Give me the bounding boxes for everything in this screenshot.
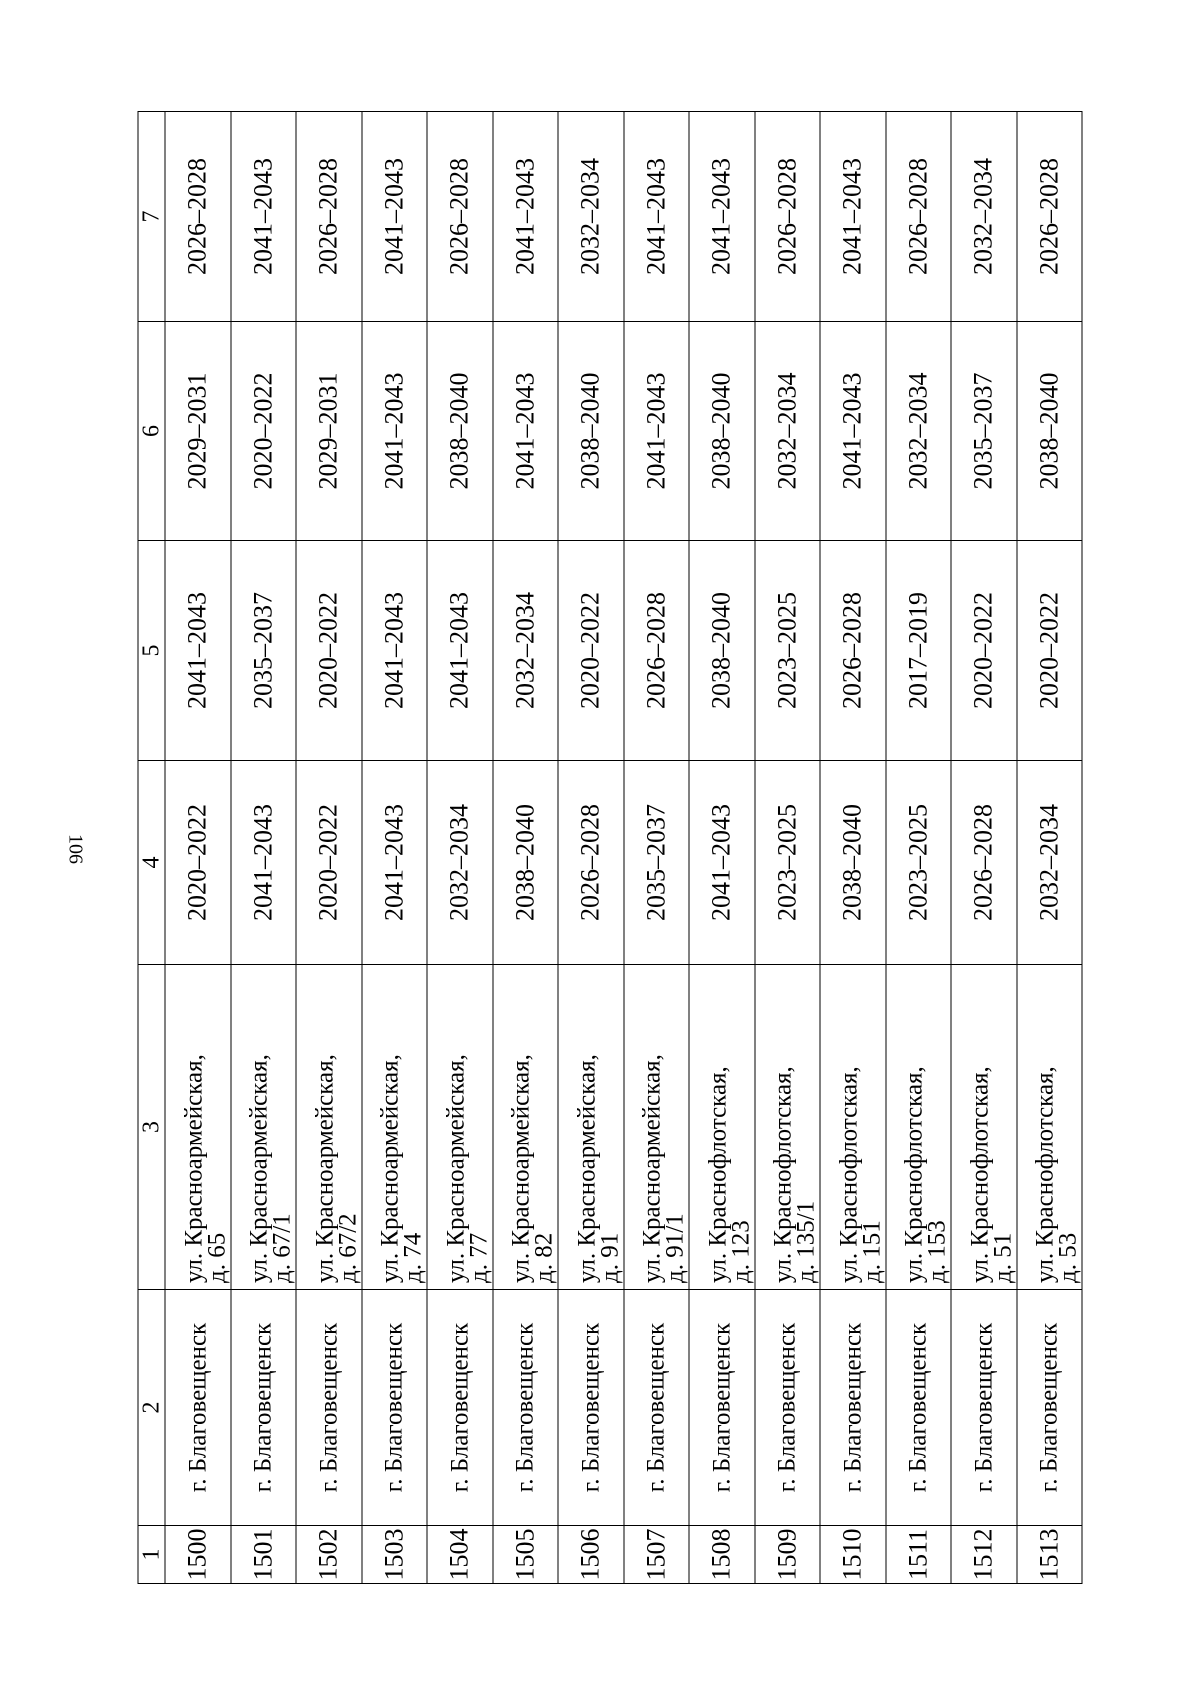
period-col-5: 2020–2022 xyxy=(296,541,362,761)
period-col-6: 2032–2034 xyxy=(886,322,952,541)
header-col-4: 4 xyxy=(138,761,165,965)
period-col-4: 2020–2022 xyxy=(165,761,231,965)
table-row xyxy=(1017,112,1083,1584)
row-number: 1505 xyxy=(493,1526,559,1584)
period-col-7: 2041–2043 xyxy=(624,112,690,322)
header-col-5: 5 xyxy=(138,541,165,761)
table-row xyxy=(689,112,755,1584)
header-col-1: 1 xyxy=(138,1526,165,1584)
row-number: 1509 xyxy=(755,1526,821,1584)
city-cell: г. Благовещенск xyxy=(558,1290,624,1526)
address-house: д. 51 xyxy=(989,1232,1016,1283)
period-col-5: 2020–2022 xyxy=(951,541,1017,761)
period-col-6: 2041–2043 xyxy=(493,322,559,541)
row-number: 1503 xyxy=(362,1526,428,1584)
period-col-6: 2029–2031 xyxy=(165,322,231,541)
period-col-7: 2026–2028 xyxy=(165,112,231,322)
period-col-7: 2026–2028 xyxy=(1017,112,1083,322)
city-cell: г. Благовещенск xyxy=(231,1290,297,1526)
period-col-6: 2041–2043 xyxy=(624,322,690,541)
period-col-4: 2035–2037 xyxy=(624,761,690,965)
address-cell xyxy=(886,965,952,1290)
period-col-4: 2026–2028 xyxy=(951,761,1017,965)
period-col-5: 2041–2043 xyxy=(427,541,493,761)
period-col-4: 2026–2028 xyxy=(558,761,624,965)
address-cell xyxy=(493,965,559,1290)
table-row xyxy=(493,112,559,1584)
address-street: ул. Красноармейская, xyxy=(638,1054,666,1283)
city-cell: г. Благовещенск xyxy=(951,1290,1017,1526)
period-col-7: 2041–2043 xyxy=(231,112,297,322)
city-cell: г. Благовещенск xyxy=(820,1290,886,1526)
address-house: д. 67/2 xyxy=(334,1213,361,1283)
table-row xyxy=(820,112,886,1584)
period-col-4: 2023–2025 xyxy=(755,761,821,965)
address-cell xyxy=(427,965,493,1290)
period-col-6: 2020–2022 xyxy=(231,322,297,541)
row-number: 1501 xyxy=(231,1526,297,1584)
period-col-4: 2041–2043 xyxy=(689,761,755,965)
schedule-table xyxy=(138,111,1083,1584)
address-cell xyxy=(362,965,428,1290)
period-col-6: 2032–2034 xyxy=(755,322,821,541)
city-cell: г. Благовещенск xyxy=(689,1290,755,1526)
table-row xyxy=(755,112,821,1584)
period-col-5: 2032–2034 xyxy=(493,541,559,761)
address-house: д. 153 xyxy=(923,1220,951,1283)
period-col-5: 2023–2025 xyxy=(755,541,821,761)
period-col-4: 2041–2043 xyxy=(362,761,428,965)
city-cell: г. Благовещенск xyxy=(427,1290,493,1526)
address-house: д. 91 xyxy=(596,1232,623,1283)
period-col-6: 2041–2043 xyxy=(362,322,428,541)
row-number: 1502 xyxy=(296,1526,362,1584)
address-house: д. 67/1 xyxy=(268,1213,296,1283)
address-cell xyxy=(624,965,690,1290)
header-col-2: 2 xyxy=(138,1290,165,1526)
table-row xyxy=(296,112,362,1584)
address-house: д. 77 xyxy=(465,1232,492,1283)
city-cell: г. Благовещенск xyxy=(755,1290,821,1526)
rotated-table-container xyxy=(138,112,1083,1584)
address-street: ул. Красноармейская, xyxy=(180,1054,207,1283)
address-cell xyxy=(951,965,1017,1290)
row-number: 1510 xyxy=(820,1526,886,1584)
address-street: ул. Красноармейская, xyxy=(573,1054,600,1283)
period-col-6: 2038–2040 xyxy=(558,322,624,541)
period-col-7: 2026–2028 xyxy=(296,112,362,322)
address-street: ул. Красноармейская, xyxy=(442,1054,469,1283)
period-col-7: 2026–2028 xyxy=(427,112,493,322)
row-number: 1512 xyxy=(951,1526,1017,1584)
period-col-5: 2041–2043 xyxy=(362,541,428,761)
period-col-5: 2026–2028 xyxy=(624,541,690,761)
address-street: ул. Краснофлотская, xyxy=(966,1066,993,1283)
period-col-5: 2020–2022 xyxy=(558,541,624,761)
header-col-7: 7 xyxy=(138,112,165,322)
period-col-6: 2038–2040 xyxy=(427,322,493,541)
period-col-6: 2029–2031 xyxy=(296,322,362,541)
header-col-6: 6 xyxy=(138,322,165,541)
period-col-5: 2035–2037 xyxy=(231,541,297,761)
header-col-3: 3 xyxy=(138,965,165,1290)
address-cell xyxy=(558,965,624,1290)
address-cell xyxy=(755,965,821,1290)
period-col-6: 2038–2040 xyxy=(689,322,755,541)
address-house: д. 53 xyxy=(1054,1232,1082,1283)
address-street: ул. Краснофлотская, xyxy=(835,1066,862,1283)
period-col-7: 2032–2034 xyxy=(558,112,624,322)
row-number: 1504 xyxy=(427,1526,493,1584)
table-row xyxy=(362,112,428,1584)
period-col-7: 2026–2028 xyxy=(755,112,821,322)
table-row xyxy=(886,112,952,1584)
period-col-4: 2032–2034 xyxy=(1017,761,1083,965)
period-col-6: 2035–2037 xyxy=(951,322,1017,541)
address-cell xyxy=(231,965,297,1290)
address-street: ул. Краснофлотская, xyxy=(769,1066,797,1283)
address-house: д. 74 xyxy=(399,1232,427,1283)
period-col-4: 2038–2040 xyxy=(493,761,559,965)
address-street: ул. Красноармейская, xyxy=(507,1054,535,1283)
period-col-6: 2041–2043 xyxy=(820,322,886,541)
city-cell: г. Благовещенск xyxy=(362,1290,428,1526)
table-row xyxy=(558,112,624,1584)
period-col-7: 2041–2043 xyxy=(362,112,428,322)
city-cell: г. Благовещенск xyxy=(296,1290,362,1526)
address-cell xyxy=(296,965,362,1290)
table-row xyxy=(231,112,297,1584)
address-house: д. 82 xyxy=(530,1232,558,1283)
address-street: ул. Краснофлотская, xyxy=(1031,1066,1059,1283)
period-col-4: 2038–2040 xyxy=(820,761,886,965)
address-street: ул. Краснофлотская, xyxy=(900,1066,928,1283)
address-street: ул. Красноармейская, xyxy=(376,1054,404,1283)
page-number: 106 xyxy=(64,834,87,864)
city-cell: г. Благовещенск xyxy=(1017,1290,1083,1526)
city-cell: г. Благовещенск xyxy=(493,1290,559,1526)
address-house: д. 151 xyxy=(858,1220,885,1283)
row-number: 1513 xyxy=(1017,1526,1083,1584)
period-col-4: 2032–2034 xyxy=(427,761,493,965)
address-house: д. 135/1 xyxy=(792,1200,820,1283)
city-cell: г. Благовещенск xyxy=(165,1290,231,1526)
period-col-6: 2038–2040 xyxy=(1017,322,1083,541)
address-street: ул. Красноармейская, xyxy=(311,1054,338,1283)
address-house: д. 123 xyxy=(727,1220,754,1283)
period-col-7: 2041–2043 xyxy=(820,112,886,322)
period-col-4: 2023–2025 xyxy=(886,761,952,965)
city-cell: г. Благовещенск xyxy=(886,1290,952,1526)
address-cell xyxy=(1017,965,1083,1290)
period-col-7: 2041–2043 xyxy=(689,112,755,322)
address-street: ул. Красноармейская, xyxy=(245,1054,273,1283)
table-row xyxy=(624,112,690,1584)
period-col-5: 2020–2022 xyxy=(1017,541,1083,761)
table-header-row xyxy=(138,112,165,1584)
period-col-7: 2032–2034 xyxy=(951,112,1017,322)
address-house: д. 91/1 xyxy=(661,1213,689,1283)
period-col-5: 2017–2019 xyxy=(886,541,952,761)
row-number: 1500 xyxy=(165,1526,231,1584)
address-street: ул. Краснофлотская, xyxy=(704,1066,731,1283)
table-row xyxy=(427,112,493,1584)
city-cell: г. Благовещенск xyxy=(624,1290,690,1526)
address-cell xyxy=(165,965,231,1290)
address-house: д. 65 xyxy=(203,1232,230,1283)
period-col-7: 2026–2028 xyxy=(886,112,952,322)
address-cell xyxy=(689,965,755,1290)
period-col-5: 2038–2040 xyxy=(689,541,755,761)
row-number: 1506 xyxy=(558,1526,624,1584)
period-col-5: 2026–2028 xyxy=(820,541,886,761)
period-col-7: 2041–2043 xyxy=(493,112,559,322)
period-col-4: 2041–2043 xyxy=(231,761,297,965)
period-col-5: 2041–2043 xyxy=(165,541,231,761)
row-number: 1508 xyxy=(689,1526,755,1584)
row-number: 1507 xyxy=(624,1526,690,1584)
period-col-4: 2020–2022 xyxy=(296,761,362,965)
table-row xyxy=(165,112,231,1584)
table-row xyxy=(951,112,1017,1584)
row-number: 1511 xyxy=(886,1526,952,1584)
address-cell xyxy=(820,965,886,1290)
